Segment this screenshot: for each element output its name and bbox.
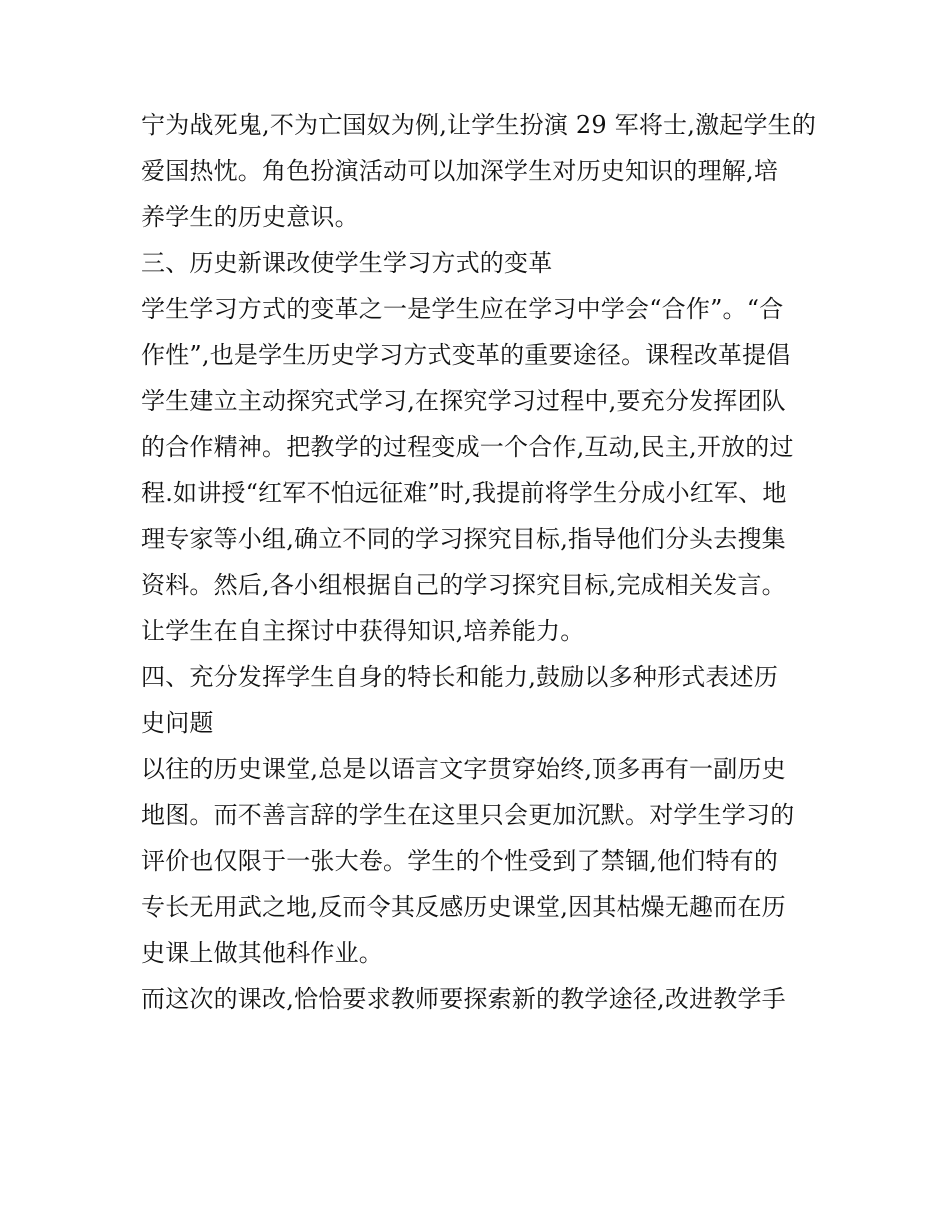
text-line: 的合作精神。把教学的过程变成一个合作,互动,民主,开放的过 <box>141 433 794 461</box>
text-line: 作性”,也是学生历史学习方式变革的重要途径。课程改革提倡 <box>141 341 791 369</box>
text-line: 地图。而不善言辞的学生在这里只会更加沉默。对学生学习的 <box>141 801 795 829</box>
text-line: 而这次的课改,恰恰要求教师要探索新的教学途径,改进教学手 <box>141 985 786 1013</box>
text-line: 专长无用武之地,反而令其反感历史课堂,因其枯燥无趣而在历 <box>141 893 786 921</box>
text-line: 程.如讲授“红军不怕远征难”时,我提前将学生分成小红军、地 <box>141 479 787 507</box>
text-line: 评价也仅限于一张大卷。学生的个性受到了禁锢,他们特有的 <box>141 847 779 875</box>
text-line: 养学生的历史意识。 <box>141 203 359 231</box>
text-line: 理专家等小组,确立不同的学习探究目标,指导他们分头去搜集 <box>141 525 786 553</box>
section-heading: 四、充分发挥学生自身的特长和能力,鼓励以多种形式表述历 <box>141 663 779 691</box>
text-line: 史课上做其他科作业。 <box>141 939 383 967</box>
text-line: 以往的历史课堂,总是以语言文字贯穿始终,顶多再有一副历史 <box>141 755 786 783</box>
text-line: 学生学习方式的变革之一是学生应在学习中学会“合作”。“合 <box>141 295 784 323</box>
text-line: 宁为战死鬼,不为亡国奴为例,让学生扮演 29 军将士,激起学生的 <box>141 111 817 139</box>
section-heading-continued: 史问题 <box>141 709 214 737</box>
text-line: 爱国热忱。角色扮演活动可以加深学生对历史知识的理解,培 <box>141 157 779 185</box>
document-body <box>141 108 821 1028</box>
text-line: 资料。然后,各小组根据自己的学习探究目标,完成相关发言。 <box>141 571 786 599</box>
section-heading: 三、历史新课改使学生学习方式的变革 <box>141 249 553 277</box>
text-line: 让学生在自主探讨中获得知识,培养能力。 <box>141 617 585 645</box>
text-line: 学生建立主动探究式学习,在探究学习过程中,要充分发挥团队 <box>141 387 786 415</box>
